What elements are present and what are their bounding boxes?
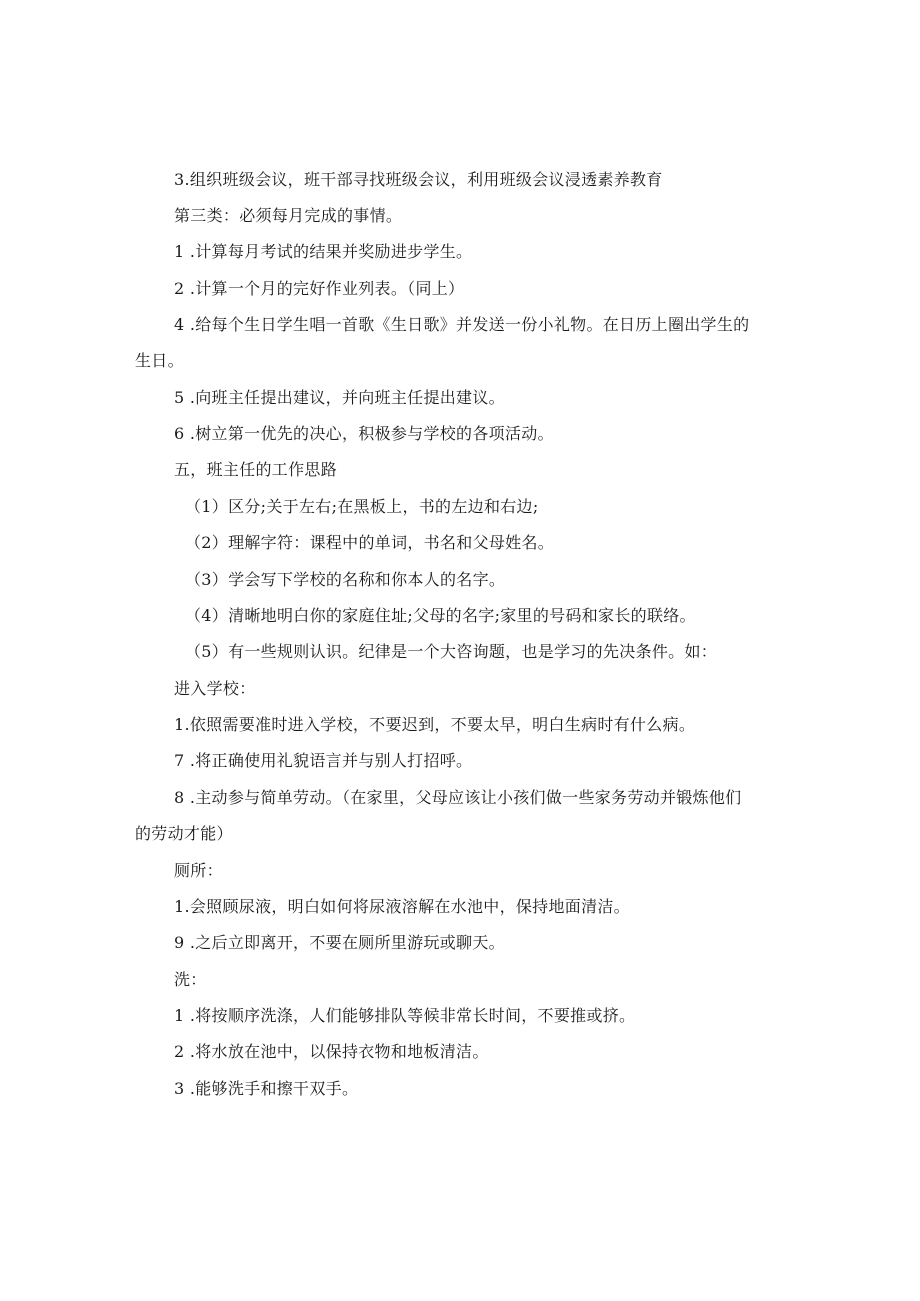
section-heading: 五，班主任的工作思路 (174, 460, 338, 479)
list-item: 1 .计算每月考试的结果并奖励进步学生。 (174, 242, 473, 261)
list-item: 1.依照需要准时进入学校，不要迟到，不要太早，明白生病时有什么病。 (174, 715, 696, 734)
list-item: （1）区分;关于左右;在黑板上，书的左边和右边; (185, 497, 539, 516)
list-item: 2 .计算一个月的完好作业列表。（同上） (174, 279, 465, 298)
list-item: 2 .将水放在池中，以保持衣物和地板清洁。 (174, 1042, 489, 1061)
list-item: 7 .将正确使用礼貌语言并与别人打招呼。 (174, 751, 473, 770)
list-item: 1 .将按顺序洗涤，人们能够排队等候非常长时间，不要推或挤。 (174, 1006, 636, 1025)
list-item: （2）理解字符：课程中的单词，书名和父母姓名。 (185, 533, 555, 552)
list-item: 1.会照顾尿液，明白如何将尿液溶解在水池中，保持地面清洁。 (174, 897, 630, 916)
list-item: 9 .之后立即离开，不要在厕所里游玩或聊天。 (174, 933, 505, 952)
list-item: 4 .给每个生日学生唱一首歌《生日歌》并发送一份小礼物。在日历上圈出学生的 (174, 315, 750, 334)
list-item: （3）学会写下学校的名称和你本人的名字。 (185, 570, 506, 589)
list-item: （5）有一些规则认识。纪律是一个大咨询题，也是学习的先决条件。如： (185, 642, 718, 661)
list-item: 6 .树立第一优先的决心，积极参与学校的各项活动。 (174, 424, 554, 443)
list-item-continuation: 生日。 (135, 351, 184, 370)
sub-heading: 进入学校： (174, 679, 256, 698)
sub-heading: 洗： (174, 970, 207, 989)
list-item: 8 .主动参与简单劳动。（在家里，父母应该让小孩们做一些家务劳动并锻炼他们 (174, 788, 742, 807)
section-heading: 第三类：必须每月完成的事情。 (174, 206, 403, 225)
list-item: 3 .能够洗手和擦干双手。 (174, 1079, 359, 1098)
list-item: （4）清晰地明白你的家庭住址;父母的名字;家里的号码和家长的联络。 (185, 606, 696, 625)
sub-heading: 厕所： (174, 861, 223, 880)
list-item: 5 .向班主任提出建议，并向班主任提出建议。 (174, 388, 505, 407)
list-item-continuation: 的劳动才能） (135, 824, 233, 843)
paragraph-line: 3.组织班级会议，班干部寻找班级会议，利用班级会议浸透素养教育 (174, 170, 663, 189)
